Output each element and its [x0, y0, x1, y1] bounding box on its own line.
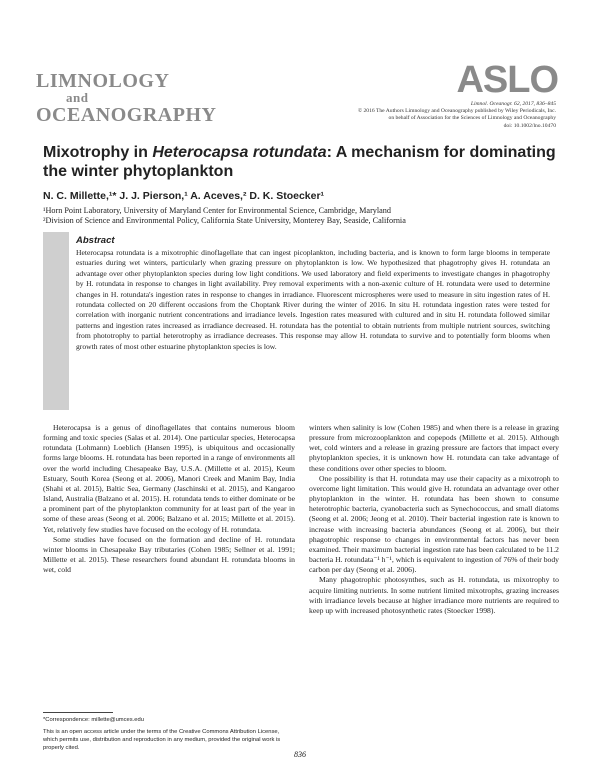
affiliation-1: ¹Horn Point Laboratory, University of Maryland Center for Environmental Science, Cambridge, Maryland: [43, 206, 391, 215]
body-column-left: [43, 423, 295, 575]
body-paragraph: Many phagotrophic photosynthes, such as H. rotundata, us mixotrophy to acquire limiting nutrients. In some nutrient limited mixotrophs, grazing increases with irradiance levels because at higher irradiance more nutrients are required to keep up with increased photosynthetic rates (Stoecker 1998).: [309, 575, 559, 615]
aslo-logo: ASLO: [456, 59, 558, 101]
page-number: 836: [294, 750, 306, 759]
body-paragraph: Heterocapsa is a genus of dinoflagellates that contains numerous bloom forming and toxic species (Salas et al. 2014). One particular species, Heterocapsa rotundata (Lohmann) Loeblich (Hansen 1995), is ubiquitous and occasionally forms large blooms. H. rotundata has been reported in a range of environments all over the world including Chesapeake Bay, U.S.A. (Millette et al. 2015), Keum Estuary, South Korea (Seong et al. 2006), Manori Creek and Manim Bay, India (Shahi et al. 2015), Baltic Sea, Germany (Jaschinski et al. 2015), and Kangaroo Island, Australia (Balzano et al. 2015). H. rotundata tends to either dominate or be a prominent part of the phytoplankton community for at least part of the year in some of these areas (Seong et al. 2006; Balzano et al. 2015; Millette et al. 2015). Yet, relatively few studies have focused on the ecology of H. rotundata.: [43, 423, 295, 534]
body-paragraph: Some studies have focused on the formation and decline of H. rotundata winter blooms in Chesapeake Bay tributaries (Cohen 1985; Sellner et al. 1991; Millette et al. 2015). These researchers found abundant H. rotundata blooms in wet, cold: [43, 534, 295, 575]
abstract-heading: Abstract: [76, 235, 115, 246]
footnote-rule: [43, 712, 113, 713]
journal-name-line1: LIMNOLOGY: [36, 70, 170, 92]
citation-line: © 2016 The Authors Limnology and Oceanography published by Wiley Periodicals, Inc.: [357, 108, 556, 115]
correspondence-footnote: *Correspondence: millette@umces.edu: [43, 717, 144, 723]
citation-line: doi: 10.1002/lno.10470: [503, 122, 556, 129]
license-footnote: This is an open access article under the terms of the Creative Commons Attribution License, which permits use, distribution and reproduction in any medium, provided the original work is properly cited.: [43, 729, 281, 751]
title-species: Heterocapsa rotundata: [152, 144, 327, 161]
title-part: : A mechanism for dominating the winter phytoplankton: [43, 144, 556, 180]
journal-name-line3: OCEANOGRAPHY: [36, 104, 217, 126]
abstract-text: Heterocapsa rotundata is a mixotrophic dinoflagellate that can ingest picoplankton, including bacteria, and is known to form large blooms in temperate estuaries during wet winters, particularly when grazing pressure on phytoplankton is low. We hypothesized that phagotrophy gives H. rotundata an advantage over other phytoplankton species during low light conditions. We used laboratory and field experiments to investigate changes in phagotrophy by H. rotundata in response to changes in light availability. Prey removal experiments with a non-axenic culture of H. rotundata were used to determine changes in H. rotundata's ingestion rates in response to changes in irradiance. Fluorescent microspheres were used to measure in situ ingestion rates of H. rotundata collected on 20 different occasions from the Choptank River during the winter of 2016. In situ H. rotundata ingestion rates were tested for correlation with inorganic nutrient concentrations and irradiance levels. Ingestion rates measured with cultured and in situ H. rotundata followed similar patterns and ingestion rates increased as irradiance decreased. H. rotundata has the potential to obtain nutrients from multiple nutrient sources, switching from phototrophy to partial heterotrophy as irradiance decreases. This response may allow H. rotundata to survive and to potentially form blooms when growth rates of most other estuarine phytoplankton species is low.: [76, 248, 550, 351]
body-paragraph: One possibility is that H. rotundata may use their capacity as a mixotroph to overcome light limitation. This would give H. rotundata an advantage over other phytoplankton in the winter. H. rotundata has been shown to consume heterotrophic bacteria, cyanobacteria such as Synechococcus, and small diatoms (Seong et al. 2006; Jeong et al. 2010). Their bacterial ingestion rate is known to increase with increasing bacteria abundances (Seong et al. 2006), but their phagotrophic response to changes in environmental factors has never been examined. Their maximum bacterial ingestion rate has been calculated to be 11.2 bacteria H. rotundata⁻¹ h⁻¹, which is equivalent to ingestion of 76% of their body carbon per day (Seong et al. 2006).: [309, 473, 559, 575]
body-paragraph: winters when salinity is low (Cohen 1985) and when there is a release in grazing pressure from microzooplankton and copepods (Millette et al. 2015). Although wet, cold winters and a release in grazing pressure are factors that impact every phytoplankton species, it is unknown how H. rotundata can take advantage of these conditions over other species to bloom.: [309, 423, 559, 473]
journal-name: [36, 72, 216, 124]
affiliation-2: ²Division of Science and Environmental Policy, California State University, Monterey Bay, Seaside, California: [43, 216, 406, 225]
citation-line: Limnol. Oceanogr. 62, 2017, 836–845: [470, 101, 556, 107]
body-column-right: [309, 423, 559, 616]
journal-name-line2: and: [66, 90, 89, 105]
citation-block: [358, 101, 556, 130]
article-title: [43, 143, 563, 181]
citation-line: on behalf of Association for the Sciences of Limnology and Oceanography: [388, 115, 556, 122]
author-list: N. C. Millette,¹* J. J. Pierson,¹ A. Aceves,² D. K. Stoecker¹: [43, 190, 325, 202]
abstract-sidebar: [43, 232, 69, 410]
title-part: Mixotrophy in: [43, 144, 153, 161]
